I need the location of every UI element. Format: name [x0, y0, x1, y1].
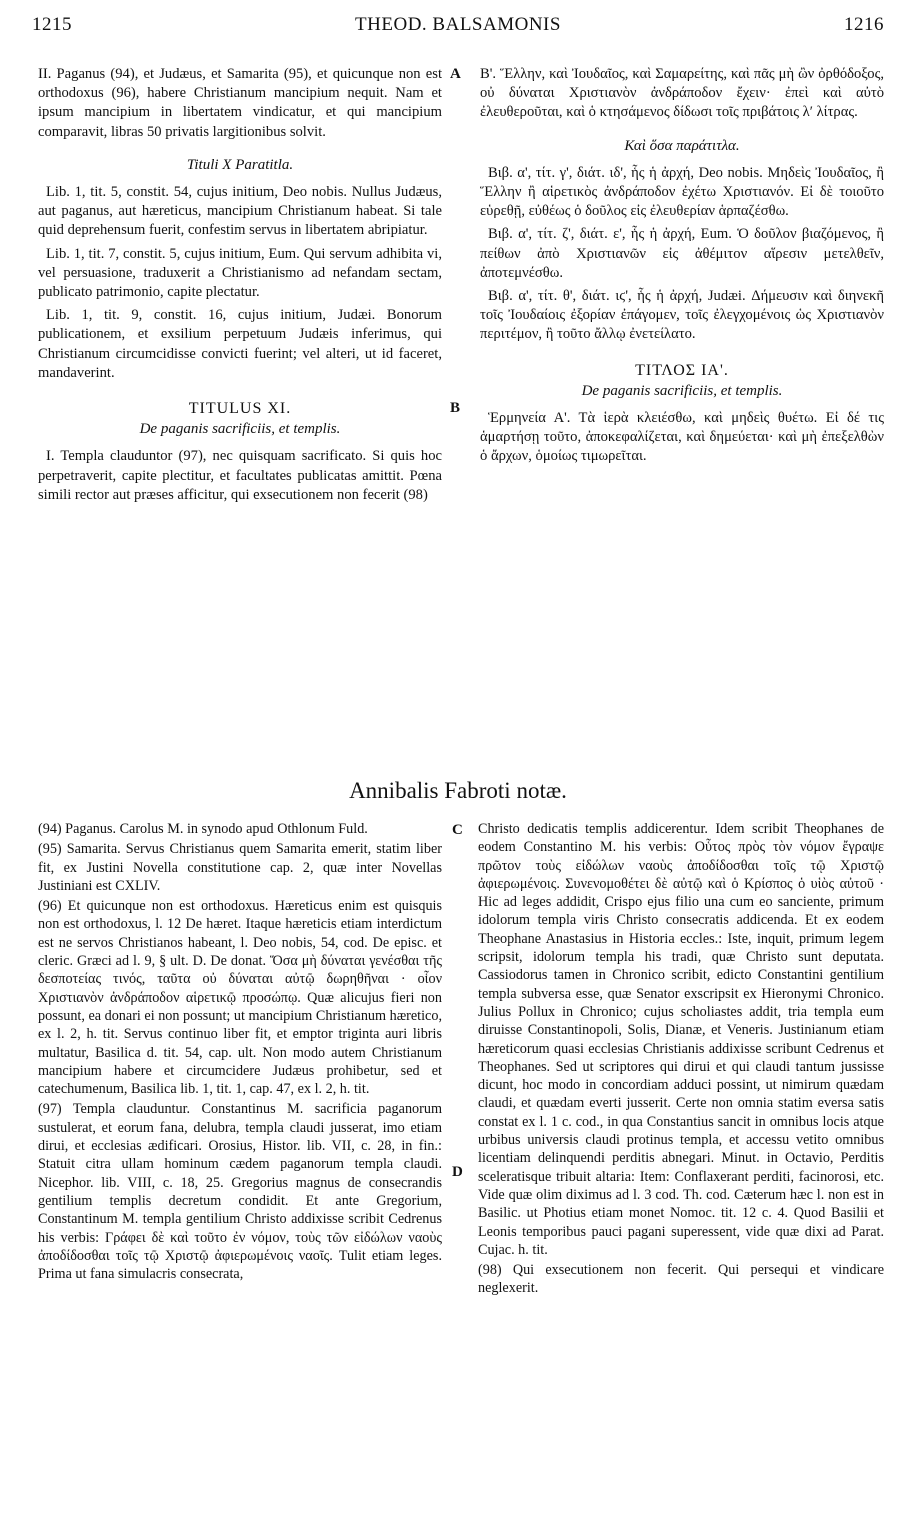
note-95: (95) Samarita. Servus Christianus quem Samarita emerit, statim liber fit, ex Justini Novella constitutione cap. 2, quæ inter Novellas Justiniani est CXLIV. — [38, 841, 442, 894]
page-number-right: 1216 — [844, 14, 884, 35]
greek-paragraph-3: Βιβ. α', τίτ. θ', διάτ. ιϛ', ἧς ἡ ἀρχή, Judæi. Δήμευσιν καὶ διηνεκῆ τοῖς Ἰουδαίοις ἐξορίαν ἐπάγομεν, τοῖς ἐλεγχομένοις ὡς Χριστιανὸν περιτέμον, ἢ τοῦτο ἄλλῳ ἐνετείλατο. — [480, 288, 884, 343]
latin-paragraph-2: Lib. 1, tit. 7, constit. 5, cujus initium, Eum. Qui servum adhibita vi, vel persuasione, traduxerit a Christianismo ad nefandam sectam, publicato patrimonio, capite plectatur. — [38, 245, 442, 301]
page-number-left: 1215 — [32, 14, 72, 35]
note-96: (96) Et quicunque non est orthodoxus. Hæreticus enim est quisquis non est orthodoxus, l. 12 De hæret. Itaque hæreticis etiam interdictum est ne servos Christianos habeant, l. Deo nobis, 54, cod. De episc. et cleric. Græci ad l. 9, § ult. D. De donat. Ὅσα μὴ δύναται γενέσθαι τῆς δεσποτείας τινός, ταῦτα οὐ δύναται αὐτῷ δωρηθῆναι · οἷον Χριστιανὸν ἀνδράποδον αἱρετικῷ προσώπῳ. Quæ alicujus fieri non possunt, ea donari ei non possunt; ut mancipium Christianum hæretico, ex l. 2, h. tit. Servus continuo liber fit, et emptor triginta auri libris multatur, Basilica d. tit. 54, cap. ult. Non modo autem Christianum mancipium habere et circumcidere Judæus prohibetur, sed et catechumenum, Basilica lib. 1, tit. 1, cap. 47, ex l. 2, h. tit. — [38, 898, 442, 1098]
latin-paragraph-4: I. Templa clauduntor (97), nec quisquam sacrificato. Si quis hoc perpetraverit, capite plectitur, et facultates publicatas amittit. Pœna simili rector aut præses afficitur, qui exsecutionem non fecerit (98) — [38, 448, 442, 503]
note-97-continued: Christo dedicatis templis addicerentur. Idem scribit Theophanes de eodem Constantino M. his verbis: Οὗτος πρὸς τὸν νόμον ἔγραψε πρῶτον τοὺς εἰδώλων ναοὺς ἀποδίδοσθαι τοῖς τῷ Χριστῷ ἀφιερωμένοις. Συνενομοθέτει δὲ αὐτῷ καὶ ὁ Κρίσπος ὁ υἱὸς αὐτοῦ · Hic ad leges addidit, Crispo ejus filio una cum eo sanciente, primum idolorum templa viris Christo consecratis addicenda. Et ex eodem Theophane Anastasius in Historia eccles.: Iste, inquit, primum legem scripsit, idolorum templa his tradi, quæ Christo sunt deputata. Cassiodorus tamen in Chronico scribit, edicto Constantini gentilium templa subversa esse, quæ Senator exscripsit ex Hieronymi Chronico. Julius Pollux in Chronico; cujus scholiastes addit, tria templa eum diruisse Constantinopoli, Solis, Dianæ, et Veneris. Justinianum etiam hæreticorum quasi ecclesias Christianis addixisse scribunt Cedrenus et Theophanes. Sed ut scriptores qui dirui et qui claudi tantum jussisse dicunt, hoc modo in concordiam adduci possint, ut nimirum quædam claudi, et quædam everti jusserit. Certe non omnia statim eversa satis constat ex l. 1 c. cod., in qua Constantius sancit in omnibus locis atque urbibus universis claudi protinus templa, et accessu vetito omnibus licentiam delinquendi perditis abnegari. Minut. in Octavio, Perditis sceleratisque tribuit altaria: Item: Conflaxerant perditi, facinorosi, etc. Vide quæ olim diximus ad l. 3 cod. Th. cod. Cæterum hæc l. non est in Basilic. ut Photius etiam monet Nomoc. tit. 12 c. 4. Quod Basilii et Leonis temporibus pauci pagani superessent, vide quæ dixi ad Parat. Cujac. h. tit. — [478, 821, 884, 1258]
greek-intro: Β'. Ἕλλην, καὶ Ἰουδαῖος, καὶ Σαμαρείτης, καὶ πᾶς μὴ ὢν ὀρθόδοξος, οὐ δύναται Χριστιανὸν ἀνδράποδον ἔχειν· ἐπεὶ καὶ αὐτὸ ἐλευθεροῦται, καὶ ὁ κτησάμενος δίδωσι τοῖς πριβάτοις λʹ λίτρας. — [480, 66, 884, 121]
margin-marker-d: D — [452, 1164, 463, 1180]
note-94: (94) Paganus. Carolus M. in synodo apud Othlonum Fuld. — [38, 821, 368, 837]
latin-titulus-subtitle: De paganis sacrificiis, et templis. — [139, 421, 341, 438]
page-header — [32, 14, 884, 42]
latin-titulus-heading: TITULUS XI. — [188, 400, 292, 418]
latin-paragraph-3: Lib. 1, tit. 9, constit. 16, cujus initium, Judæi. Bonorum publicationem, et exsilium perpetuum Judæis inferimus, qui Christianum circumcidisse convicti fuerint; vel alteri, ut id faceret, mandaverint. — [38, 307, 442, 381]
note-97: (97) Templa clauduntur. Constantinus M. sacrificia paganorum sustulerat, et eorum fana, delubra, templa claudi jusserat, imo etiam dirui, et ecclesias ædificari. Orosius, Histor. lib. VII, c. 28, in fin.: Statuit citra ullam hominum cædem paganorum templa claudi. Nicephor. lib. VIII, c. 18, 25. Gregorius magnus de consecrandis gentilium templis decretum condidit. Et ante Gregorium, Constantinum M. templa gentilium Christo addixisse scribit Cedrenus his verbis: Γράφει δὲ καὶ τοῦτο ἐν νόμον, τοὺς τῶν εἰδώλων ναοὺς ἀποδίδοσθαι τοῖς τῷ Χριστῷ ἀφιερωμένοις ναοῖς. Tulit etiam leges. Prima ut fana simulacris consecrata, — [38, 1101, 442, 1283]
latin-column — [38, 65, 442, 509]
greek-paragraph-2: Βιβ. α', τίτ. ζ', διάτ. ε', ἧς ἡ ἀρχή, Eum. Ὁ δοῦλον βιαζόμενος, ἢ πείθων ἀπὸ Χριστιανῶν εἰς ἀθέμιτον αἵρεσιν μετελθεῖν, ἀποτεμνέσθω. — [480, 226, 884, 281]
notes-left-column — [38, 820, 442, 1283]
margin-marker-c: C — [452, 822, 463, 838]
note-98: (98) Qui exsecutionem non fecerit. Qui persequi et vindicare neglexerit. — [478, 1262, 884, 1297]
margin-marker-b: B — [450, 400, 461, 416]
greek-titulus-heading: ΤΙΤΛΟΣ ΙΑ'. — [635, 361, 729, 379]
greek-column — [480, 65, 884, 471]
greek-paragraph-1: Βιβ. α', τίτ. γ', διάτ. ιδ', ἧς ἡ ἀρχή, Deo nobis. Μηδεὶς Ἰουδαῖος, ἢ Ἕλλην ἢ αἱρετικὸς ἀνδράποδον ἐχέτω Χριστιανόν. Εἰ δὲ τοιοῦτο εὑρεθῇ, εὐθέως ὁ δοῦλος εἰς ἐλευθερίαν ἁρπαζέσθω. — [480, 164, 884, 220]
greek-titulus-subtitle: De paganis sacrificiis, et templis. — [581, 382, 783, 399]
running-title: THEOD. BALSAMONIS — [355, 14, 561, 35]
notes-right-column — [478, 820, 884, 1298]
latin-intro: II. Paganus (94), et Judæus, et Samarita (95), et quicunque non est orthodoxus (96), habere Christianum mancipium nequit. Nam et ipsum mancipium in libertatem vindicatur, et qui mancipium comparavit, libras 50 privatis largitionibus solvit. — [38, 66, 442, 140]
latin-tituli-heading: Tituli X Paratitla. — [186, 156, 294, 173]
margin-marker-a: A — [450, 66, 461, 82]
notes-title: Annibalis Fabroti notæ. — [349, 778, 567, 803]
greek-tituli-heading: Καὶ ὅσα παράτιτλα. — [624, 137, 740, 154]
latin-paragraph-1: Lib. 1, tit. 5, constit. 54, cujus initium, Deo nobis. Nullus Judæus, aut paganus, aut hæreticus, mancipium Christianum habeat. Si tale quid deprehensum fuerit, confestim servus in libertatem abripiatur. — [38, 184, 442, 239]
greek-paragraph-4: Ἑρμηνεία Α'. Τὰ ἱερὰ κλειέσθω, καὶ μηδεὶς θυέτω. Εἰ δέ τις ἁμαρτήσῃ τοῦτο, ἀποκεφαλίζεται, καὶ δημεύεται· καὶ μὴ ἐπεξελθὼν ὁ ἄρχων, ὁμοίως τιμωρεῖται. — [480, 410, 884, 465]
